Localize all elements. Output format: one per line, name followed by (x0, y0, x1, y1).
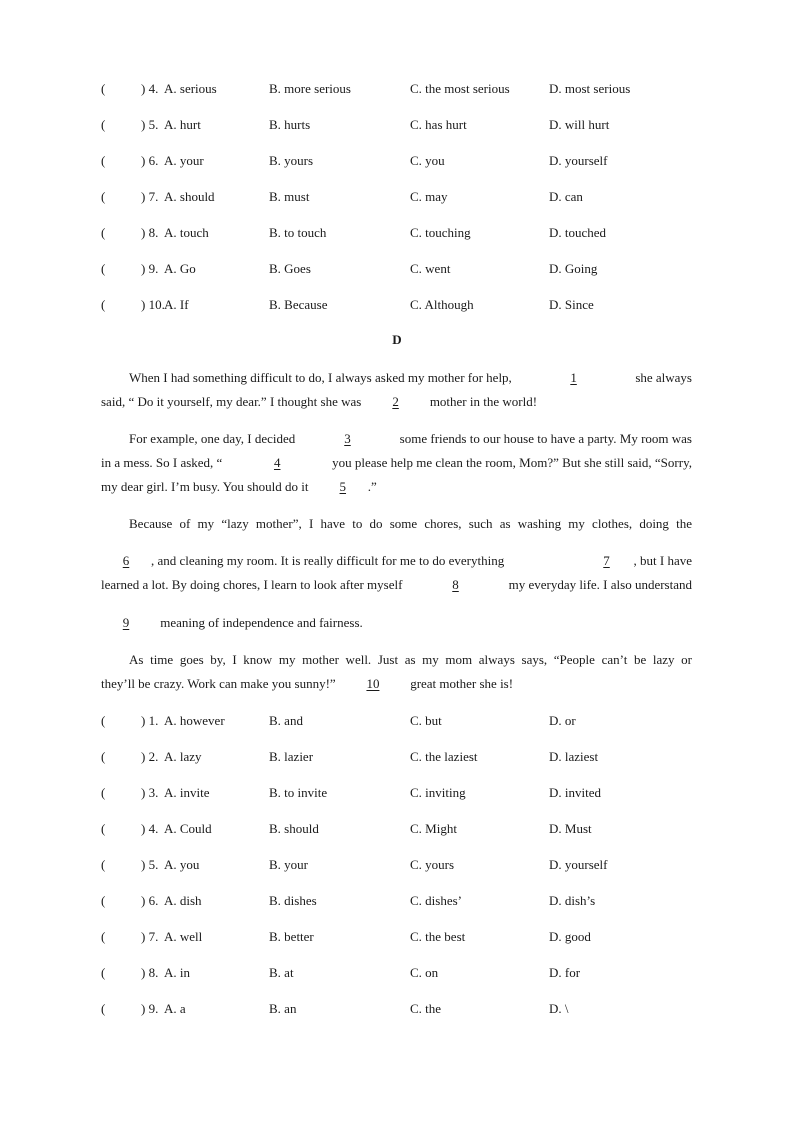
option-b: B. your (269, 857, 308, 872)
answer-paren-open: ( (101, 261, 106, 276)
passage-text: you please help me clean the room, Mom?” But she still said, “Sorry, (332, 455, 692, 470)
option-c: C. yours (410, 857, 455, 872)
question-number: ) 6. (141, 893, 159, 908)
question-row (101, 296, 701, 314)
option-b: B. yours (269, 153, 314, 168)
answer-paren-open: ( (101, 297, 106, 312)
answer-paren-open: ( (101, 153, 106, 168)
answer-paren-open: ( (101, 821, 106, 836)
question-row (101, 928, 701, 946)
passage-text: my dear girl. I’m busy. You should do it (101, 479, 309, 494)
question-row (101, 784, 701, 802)
answer-paren-open: ( (101, 893, 106, 908)
question-number: ) 9. (141, 1001, 159, 1016)
answer-paren-open: ( (101, 749, 106, 764)
passage-line: Because of my “lazy mother”, I have to do some chores, such as washing my clothes, doing the (129, 516, 692, 531)
passage-line (101, 614, 692, 632)
question-number: ) 8. (141, 225, 159, 240)
option-c: C. the laziest (410, 749, 478, 764)
option-d: D. yourself (549, 857, 608, 872)
question-row (101, 224, 701, 242)
passage-text: learned a lot. By doing chores, I learn to look after myself (101, 577, 403, 592)
option-d: D. good (549, 929, 591, 944)
question-number: ) 10. (141, 297, 165, 312)
passage-text: some friends to our house to have a party. My room was (399, 431, 692, 446)
option-b: B. to touch (269, 225, 327, 240)
option-b: B. better (269, 929, 314, 944)
option-a: A. in (164, 965, 190, 980)
option-a: A. touch (164, 225, 209, 240)
question-number: ) 7. (141, 189, 159, 204)
question-number: ) 5. (141, 117, 159, 132)
blank-5: 5 (339, 479, 347, 494)
option-b: B. Because (269, 297, 328, 312)
option-d: D. \ (549, 1001, 569, 1016)
passage-text: in a mess. So I asked, “ (101, 455, 223, 470)
answer-paren-open: ( (101, 81, 106, 96)
blank-6: 6 (122, 553, 130, 568)
option-c: C. the most serious (410, 81, 510, 96)
blank-9: 9 (122, 615, 130, 630)
question-row (101, 116, 701, 134)
answer-paren-open: ( (101, 117, 106, 132)
passage-text: she always (635, 370, 692, 385)
option-b: B. and (269, 713, 303, 728)
question-number: ) 3. (141, 785, 159, 800)
passage-line (101, 478, 692, 496)
question-number: ) 1. (141, 713, 159, 728)
question-row (101, 80, 701, 98)
answer-paren-open: ( (101, 785, 106, 800)
passage-line (101, 576, 692, 594)
option-d: D. most serious (549, 81, 631, 96)
passage-line (101, 430, 692, 448)
passage-text: For example, one day, I decided (129, 431, 296, 446)
blank-4: 4 (273, 455, 281, 470)
option-a: A. you (164, 857, 200, 872)
option-d: D. Going (549, 261, 598, 276)
option-a: A. serious (164, 81, 217, 96)
blank-7: 7 (603, 553, 610, 568)
question-row (101, 892, 701, 910)
option-a: A. Could (164, 821, 212, 836)
passage-text: they’ll be crazy. Work can make you sunny!” (101, 676, 336, 691)
option-d: D. invited (549, 785, 601, 800)
option-c: C. touching (410, 225, 471, 240)
option-c: C. has hurt (410, 117, 467, 132)
option-c: C. may (410, 189, 448, 204)
question-number: ) 9. (141, 261, 159, 276)
option-a: A. invite (164, 785, 210, 800)
option-b: B. to invite (269, 785, 328, 800)
passage-text: meaning of independence and fairness. (160, 615, 363, 630)
answer-paren-open: ( (101, 189, 106, 204)
answer-paren-open: ( (101, 965, 106, 980)
passage-line (101, 552, 692, 570)
option-c: C. Might (410, 821, 457, 836)
option-d: D. laziest (549, 749, 599, 764)
option-c: C. the best (410, 929, 466, 944)
option-b: B. lazier (269, 749, 314, 764)
option-c: C. inviting (410, 785, 466, 800)
passage-text: my everyday life. I also understand (508, 577, 692, 592)
option-b: B. at (269, 965, 294, 980)
option-d: D. touched (549, 225, 607, 240)
blank-8: 8 (452, 577, 459, 592)
option-b: B. should (269, 821, 319, 836)
option-b: B. more serious (269, 81, 351, 96)
passage-text: , but I have (633, 553, 692, 568)
passage-line: As time goes by, I know my mother well. Just as my mom always says, “People can’t be lazy or (129, 652, 692, 667)
section-title: D (392, 332, 402, 347)
option-c: C. on (410, 965, 439, 980)
question-row (101, 1000, 701, 1018)
option-a: A. lazy (164, 749, 202, 764)
option-a: A. If (164, 297, 189, 312)
option-b: B. must (269, 189, 310, 204)
question-row (101, 964, 701, 982)
answer-paren-open: ( (101, 225, 106, 240)
question-number: ) 5. (141, 857, 159, 872)
option-d: D. yourself (549, 153, 608, 168)
question-row (101, 748, 701, 766)
option-a: A. well (164, 929, 203, 944)
question-row (101, 260, 701, 278)
option-b: B. an (269, 1001, 297, 1016)
blank-10: 10 (366, 676, 380, 691)
blank-2: 2 (392, 394, 399, 409)
option-b: B. dishes (269, 893, 317, 908)
passage-text: When I had something difficult to do, I always asked my mother for help, (129, 370, 512, 385)
option-c: C. went (410, 261, 451, 276)
question-row (101, 152, 701, 170)
passage-line (101, 675, 692, 693)
option-b: B. hurts (269, 117, 311, 132)
passage-text: , and cleaning my room. It is really difficult for me to do everything (151, 553, 505, 568)
option-c: C. Although (410, 297, 474, 312)
option-b: B. Goes (269, 261, 311, 276)
passage-line (101, 454, 692, 472)
answer-paren-open: ( (101, 1001, 106, 1016)
question-row (101, 856, 701, 874)
passage-text: mother in the world! (429, 394, 538, 409)
question-number: ) 2. (141, 749, 159, 764)
question-row (101, 712, 701, 730)
answer-paren-open: ( (101, 713, 106, 728)
passage-text: said, “ Do it yourself, my dear.” I thought she was (101, 394, 362, 409)
option-a: A. your (164, 153, 204, 168)
blank-3: 3 (344, 431, 351, 446)
passage-line (101, 393, 692, 411)
option-a: A. should (164, 189, 215, 204)
question-number: ) 8. (141, 965, 159, 980)
option-a: A. Go (164, 261, 196, 276)
blank-1: 1 (570, 370, 577, 385)
passage-text: great mother she is! (410, 676, 514, 691)
passage-line (101, 369, 692, 387)
passage-text: .” (367, 479, 377, 494)
option-d: D. or (549, 713, 576, 728)
question-row (101, 820, 701, 838)
option-a: A. however (164, 713, 225, 728)
option-c: C. you (410, 153, 445, 168)
option-d: D. Since (549, 297, 594, 312)
option-c: C. dishes’ (410, 893, 462, 908)
option-a: A. a (164, 1001, 186, 1016)
option-d: D. will hurt (549, 117, 610, 132)
option-a: A. dish (164, 893, 202, 908)
answer-paren-open: ( (101, 857, 106, 872)
question-number: ) 7. (141, 929, 159, 944)
question-row (101, 188, 701, 206)
question-number: ) 4. (141, 81, 159, 96)
option-d: D. for (549, 965, 581, 980)
answer-paren-open: ( (101, 929, 106, 944)
option-d: D. Must (549, 821, 592, 836)
question-number: ) 4. (141, 821, 159, 836)
option-d: D. can (549, 189, 583, 204)
option-a: A. hurt (164, 117, 201, 132)
option-c: C. but (410, 713, 442, 728)
question-number: ) 6. (141, 153, 159, 168)
option-d: D. dish’s (549, 893, 596, 908)
option-c: C. the (410, 1001, 442, 1016)
